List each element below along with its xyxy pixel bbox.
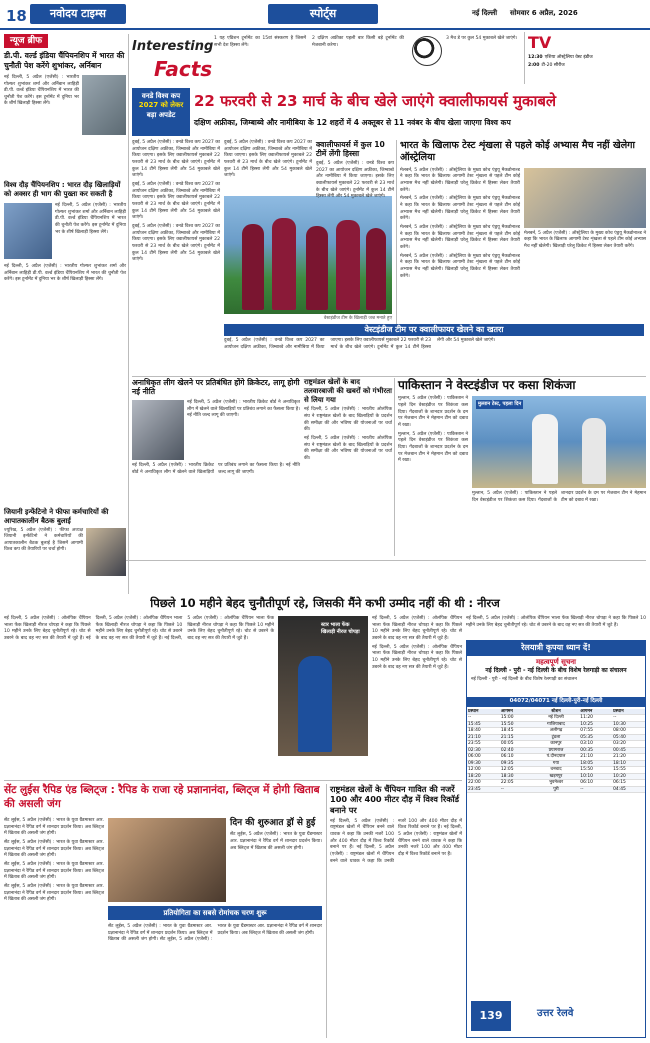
col-header: प्रस्थान: [612, 709, 645, 715]
table-cell: 03:20: [612, 741, 645, 748]
bowler-silhouette: [532, 414, 558, 484]
table-cell: --: [467, 715, 500, 722]
fifa-photo: [86, 528, 126, 576]
table-cell: पं.दीनदयाल: [533, 754, 580, 761]
brief-headline-2: विश्व दौड़ चैंपियनशिप : भारत दौड़ खिलाड़ियों को अक्सर ही भाग की पुख्ता कर सकती है: [4, 180, 121, 198]
lead-subhead: दक्षिण अफ्रीका, जिम्बाब्वे और नामीबिया के 12 शहरों में 4 अक्तूबर से 11 नवंबर के बीच खेला जाएगा विश्व कप: [194, 118, 511, 127]
pak-body: [398, 396, 468, 546]
table-cell: 00:35: [579, 747, 612, 754]
railway-zone: उत्तर रेलवे: [537, 1008, 574, 1019]
fact-1: 1 यह एडिशन टूर्नामेंट का 15वां संस्करण है जिसमें सभी देश हिस्सा लेंगे।: [214, 36, 306, 48]
cwg-body-text: नई दिल्ली, 5 अप्रैल (एजेंसी) : राष्ट्रमंडल खेलों में चैंपियन बनने वाले धावक ने कहा कि उनकी नजरें 100 और 400 मीटर दौड़ में विश्व रिकॉर्ड बनाने पर हैं।: [330, 818, 394, 851]
lead-body-col2: [224, 140, 312, 196]
table-cell: 23:45: [467, 786, 500, 793]
table-cell: 09:30: [467, 760, 500, 767]
brief-body-2: नई दिल्ली, 5 अप्रैल (एजेंसी) : भारतीय गोल्फर शुभांकर शर्मा और अर्निबान लाहिड़ी डी.पी. वर्ल्ड इंडिया चैंपियनशिप में भारत की चुनौती पेश करेंगे। इस टूर्नामेंट में दुनिया भर के शीर्ष खिलाड़ी हिस्सा लेंगे।: [55, 203, 126, 235]
kicker-top: वनडे विश्व कप: [141, 92, 181, 100]
neeraj-body: [4, 616, 274, 776]
table-cell: 09:35: [500, 760, 533, 767]
aus-body-text-2: मेलबर्न, 5 अप्रैल (एजेंसी) : ऑस्ट्रेलिया के मुख्य कोच एंड्रयू मैकडोनाल्ड ने कहा कि भारत के खिलाफ आगामी टेस्ट शृंखला से पहले टीम कोई अभ्यास मैच नहीं खेलेगी। खिलाड़ी घरेलू क्रिकेट में हिस्सा लेकर तैयारी करेंगे।: [400, 196, 520, 222]
athlete-photo: [4, 203, 52, 259]
railway-subtitle: नई दिल्ली - पुरी - नई दिल्ली के बीच विशेष रेलगाड़ी का संचालन: [485, 667, 627, 675]
table-cell: गया: [533, 760, 580, 767]
neeraj-body-text: नई दिल्ली, 5 अप्रैल (एजेंसी) : ओलंपिक चैंपियन भाला फेंक खिलाड़ी नीरज चोपड़ा ने कहा कि पिछले 10 महीने उनके लिए बेहद चुनौतीपूर्ण रहे। चोट से उबरने के बाद वह नए सत्र की तैयारी में जुटे हैं।: [4, 616, 91, 641]
tv-label: TV: [528, 33, 552, 52]
table-cell: 04:45: [612, 786, 645, 793]
col-header: आगमन: [579, 709, 612, 715]
mid-left-story: [132, 378, 300, 556]
table-cell: 18:20: [467, 773, 500, 780]
table-cell: खड़गपुर: [533, 773, 580, 780]
cwg-headline: राष्ट्रमंडल खेलों के चैंपियन गावित की नजरें 100 और 400 मीटर दौड़ में विश्व रिकॉर्ड बनाने पर: [330, 784, 460, 815]
aus-body-col2: मेलबर्न, 5 अप्रैल (एजेंसी) : ऑस्ट्रेलिया के मुख्य कोच एंड्रयू मैकडोनाल्ड ने कहा कि भारत के खिलाफ आगामी टेस्ट शृंखला से पहले टीम कोई अभ्यास मैच नहीं खेलेगी। खिलाड़ी घरेलू क्रिकेट में हिस्सा लेकर तैयारी करेंगे।: [524, 230, 646, 250]
table-cell: 02:40: [500, 747, 533, 754]
cwg-body: [330, 819, 462, 1015]
table-cell: 06:10: [500, 754, 533, 761]
table-cell: 11:20: [579, 715, 612, 722]
neeraj-body-text-5: नई दिल्ली, 5 अप्रैल (एजेंसी) : ओलंपिक चैंपियन भाला फेंक खिलाड़ी नीरज चोपड़ा ने कहा कि पिछले 10 महीने उनके लिए बेहद चुनौतीपूर्ण रहे। चोट से उबरने के बाद वह नए सत्र की तैयारी में जुटे हैं।: [372, 644, 462, 670]
aus-body-text-3: मेलबर्न, 5 अप्रैल (एजेंसी) : ऑस्ट्रेलिया के मुख्य कोच एंड्रयू मैकडोनाल्ड ने कहा कि भारत के खिलाफ आगामी टेस्ट शृंखला से पहले टीम कोई अभ्यास मैच नहीं खेलेगी। खिलाड़ी घरेलू क्रिकेट में हिस्सा लेकर तैयारी करेंगे।: [400, 225, 520, 250]
facts-label-top: Interesting: [132, 39, 214, 54]
railway-ad: [466, 640, 646, 1038]
chess-quote-body: सेंट लुईस, 5 अप्रैल (एजेंसी) : भारत के युवा ग्रैंडमास्टर आर. प्रज्ञानानंदा ने रैपिड वर्ग में शानदार प्रदर्शन किया। अब ब्लिट्ज में खिताब की असली जंग होगी।: [230, 832, 322, 851]
neeraj-body-text-3: नई दिल्ली, 5 अप्रैल (एजेंसी) : ओलंपिक चैंपियन भाला फेंक खिलाड़ी नीरज चोपड़ा ने कहा कि पिछले 10 महीने उनके लिए बेहद चुनौतीपूर्ण रहे। चोट से उबरने के बाद वह नए सत्र की तैयारी में जुटे हैं।: [164, 616, 274, 641]
table-cell: 06:00: [467, 754, 500, 761]
table-cell: 10:25: [579, 721, 612, 728]
player-silhouette-1: [242, 224, 264, 310]
chess-quote-box: [230, 818, 322, 902]
table-cell: --: [612, 715, 645, 722]
neeraj-body-col2: [372, 616, 462, 776]
brief-body-3: नई दिल्ली, 5 अप्रैल (एजेंसी) : भारतीय गोल्फर शुभांकर शर्मा और अर्निबान लाहिड़ी डी.पी. वर्ल्ड इंडिया चैंपियनशिप में भारत की चुनौती पेश करेंगे। इस टूर्नामेंट में दुनिया भर के शीर्ष खिलाड़ी हिस्सा लेंगे।: [4, 264, 126, 283]
table-cell: 03:10: [579, 741, 612, 748]
cwg-body-text-3: नई दिल्ली, 5 अप्रैल (एजेंसी) : राष्ट्रमंडल खेलों में चैंपियन बनने वाले धावक ने कहा कि उनकी नजरें 100 और 400 मीटर दौड़ में विश्व रिकॉर्ड बनाने पर हैं।: [398, 825, 463, 858]
tv-text-2: टी-20 सीरीज: [541, 62, 565, 68]
player-silhouette-2: [272, 218, 296, 310]
table-cell: कानपुर: [533, 741, 580, 748]
neeraj-headline: पिछले 10 महीने बेहद चुनौतीपूर्ण रहे, जिसकी मैंने कभी उम्मीद नहीं की थी : नीरज: [150, 596, 500, 610]
table-cell: 15:00: [500, 715, 533, 722]
table-cell: 06:10: [579, 780, 612, 787]
chess-body: [4, 818, 104, 1038]
lead-kicker: [132, 88, 190, 136]
chess-body-text-4: सेंट लुईस, 5 अप्रैल (एजेंसी) : भारत के युवा ग्रैंडमास्टर आर. प्रज्ञानानंदा ने रैपिड वर्ग में शानदार प्रदर्शन किया। अब ब्लिट्ज में खिताब की असली जंग होगी।: [4, 883, 104, 903]
lead-body-text: दुबई, 5 अप्रैल (एजेंसी) : वनडे विश्व कप 2027 का आयोजन दक्षिण अफ्रीका, जिम्बाब्वे और नामीबिया में किया जाएगा। इसके लिए क्वालीफायर्स मुकाबले 22 फरवरी से 23 मार्च के बीच खेले जाएंगे। टूर्नामेंट में कुल 14 टीमें हिस्सा लेंगी और 54 मुकाबले खेले जाएंगे।: [132, 140, 220, 179]
table-cell: 15:50: [579, 767, 612, 774]
athlete-silhouette: [298, 656, 332, 752]
kicker-bottom: बड़ा अपडेट: [146, 110, 176, 119]
chess-body-text-2: सेंट लुईस, 5 अप्रैल (एजेंसी) : भारत के युवा ग्रैंडमास्टर आर. प्रज्ञानानंदा ने रैपिड वर्ग में शानदार प्रदर्शन किया। अब ब्लिट्ज में खिताब की असली जंग होगी।: [4, 839, 104, 859]
mid-left-body: नई दिल्ली, 5 अप्रैल (एजेंसी) : भारतीय क्रिकेट बोर्ड ने अनाधिकृत लीग में खेलने वाले खिलाड़ियों पर प्रतिबंध लगाने का फैसला किया है। नई नीति जल्द लागू की जाएगी।: [187, 399, 300, 419]
table-cell: --: [579, 786, 612, 793]
table-cell: 21:10: [579, 754, 612, 761]
player-silhouette-4: [336, 220, 360, 310]
batter-silhouette: [582, 418, 606, 484]
football-icon: [412, 36, 442, 66]
neeraj-photo-label: स्टार भाला फेंक खिलाड़ी नीरज चोपड़ा: [321, 622, 360, 635]
table-cell: 15:50: [500, 721, 533, 728]
mid-left-body-text: नई दिल्ली, 5 अप्रैल (एजेंसी) : भारतीय क्रिकेट बोर्ड ने अनाधिकृत लीग में खेलने वाले खिलाड़ियों पर प्रतिबंध लगाने का फैसला किया है। नई नीति जल्द लागू की जाएगी।: [132, 462, 300, 475]
railway-train-no: 04072/04071 नई दिल्ली-पुरी-नई दिल्ली: [467, 697, 645, 706]
table-cell: पुरी: [533, 786, 580, 793]
table-cell: प्रयागराज: [533, 747, 580, 754]
tv-time-1: 12:30: [528, 54, 543, 60]
pak-story: [398, 378, 646, 556]
tv-time-2: 2:00: [528, 62, 540, 68]
lead-strip-text: दुबई, 5 अप्रैल (एजेंसी) : वनडे विश्व कप 2027 का आयोजन दक्षिण अफ्रीका, जिम्बाब्वे और नामीबिया में किया जाएगा। इसके लिए क्वालीफायर्स मुकाबले 22 फरवरी से 23 मार्च के बीच खेले जाएंगे। टूर्नामेंट में कुल 14 टीमें हिस्सा लेंगी और 54 मुकाबले खेले जाएंगे।: [224, 338, 496, 350]
helpline-number: 139: [479, 1009, 503, 1022]
page-number: 18: [6, 7, 27, 25]
fact-2: 2 दक्षिण अफ्रीका पहली बार किसी बड़े टूर्नामेंट की मेजबानी करेगा।: [312, 36, 404, 48]
paper-logo: नवोदय टाइम्स: [30, 4, 126, 24]
section-title: स्पोर्ट्स: [268, 4, 378, 24]
table-cell: 10:30: [612, 721, 645, 728]
table-cell: भुवनेश्वर: [533, 780, 580, 787]
lead-strip: वेस्टइंडीज टीम पर क्वालीफायर खेलने का खतरा: [224, 324, 644, 336]
table-cell: 12:05: [500, 767, 533, 774]
chess-highlight: प्रतियोगिता का सबसे रोमांचक चरण शुरू: [108, 906, 322, 920]
chess-body-text-3: सेंट लुईस, 5 अप्रैल (एजेंसी) : भारत के युवा ग्रैंडमास्टर आर. प्रज्ञानानंदा ने रैपिड वर्ग में शानदार प्रदर्शन किया। अब ब्लिट्ज में खिताब की असली जंग होगी।: [4, 861, 104, 881]
neeraj-body-text-4: नई दिल्ली, 5 अप्रैल (एजेंसी) : ओलंपिक चैंपियन भाला फेंक खिलाड़ी नीरज चोपड़ा ने कहा कि पिछले 10 महीने उनके लिए बेहद चुनौतीपूर्ण रहे। चोट से उबरने के बाद वह नए सत्र की तैयारी में जुटे हैं।: [372, 616, 462, 641]
table-cell: 06:15: [612, 780, 645, 787]
pak-photo-label: मुल्तान टेस्ट, पहला दिन: [478, 401, 522, 408]
table-cell: 15:55: [612, 767, 645, 774]
table-cell: 15:45: [467, 721, 500, 728]
table-cell: 12:00: [467, 767, 500, 774]
col-header: प्रस्थान: [467, 709, 500, 715]
table-cell: 18:10: [612, 760, 645, 767]
mid-left-photo: [132, 400, 184, 460]
table-cell: 00:45: [612, 747, 645, 754]
col-header: स्टेशन: [533, 709, 580, 715]
mid-mid-body: [304, 407, 392, 547]
news-brief: [4, 34, 126, 559]
masthead-city: नई दिल्ली: [472, 9, 498, 17]
col-header: आगमन: [500, 709, 533, 715]
mid-left-headline: अनाधिकृत लीग खेलने पर प्रतिबंधित होंगे क्रिकेटर, लागू होगी नई नीति: [132, 378, 300, 397]
table-cell: 02:30: [467, 747, 500, 754]
pak-body-text: मुल्तान, 5 अप्रैल (एजेंसी) : पाकिस्तान ने पहले दिन वेस्टइंडीज पर शिकंजा कस दिया। गेंदबाजों के शानदार प्रदर्शन के दम पर मेजबान टीम ने मेहमान टीम को दबाव में रखा।: [398, 396, 468, 429]
aus-headline: भारत के खिलाफ टेस्ट शृंखला से पहले कोई अभ्यास मैच नहीं खेलेगा ऑस्ट्रेलिया: [400, 140, 635, 163]
table-cell: अलीगढ़: [533, 728, 580, 735]
helpline-box: [471, 1001, 511, 1031]
tv-text-1: एशिया ऑस्ट्रेलिया वेस्ट इंडीज: [544, 54, 593, 60]
masthead-date: सोमवार 6 अप्रैल, 2026: [510, 9, 578, 17]
chess-headline: सेंट लुईस रैपिड एंड ब्लिट्ज : रैपिड के राजा रहे प्रज्ञानानंदा, ब्लिट्ज में होगी खिताब की असली जंग: [4, 784, 320, 810]
lead-photo-caption: वेस्टइंडीज टीम के खिलाड़ी जश्न मनाते हुए: [323, 316, 392, 321]
cwg-body-text-2: नई दिल्ली, 5 अप्रैल (एजेंसी) : राष्ट्रमंडल खेलों में चैंपियन बनने वाले धावक ने कहा कि उनकी नजरें 100 और 400 मीटर दौड़ में विश्व रिकॉर्ड बनाने पर हैं।: [330, 818, 462, 864]
neeraj-body-text-2: नई दिल्ली, 5 अप्रैल (एजेंसी) : ओलंपिक चैंपियन भाला फेंक खिलाड़ी नीरज चोपड़ा ने कहा कि पिछले 10 महीने उनके लिए बेहद चुनौतीपूर्ण रहे। चोट से उबरने के बाद वह नए सत्र की तैयारी में जुटे हैं।: [85, 616, 183, 641]
chess-body-text: सेंट लुईस, 5 अप्रैल (एजेंसी) : भारत के युवा ग्रैंडमास्टर आर. प्रज्ञानानंदा ने रैपिड वर्ग में शानदार प्रदर्शन किया। अब ब्लिट्ज में खिताब की असली जंग होगी।: [4, 818, 104, 837]
table-cell: टूंडला: [533, 734, 580, 741]
chess-body-text-5: सेंट लुईस, 5 अप्रैल (एजेंसी) : भारत के युवा ग्रैंडमास्टर आर. प्रज्ञानानंदा ने रैपिड वर्ग में शानदार प्रदर्शन किया। अब ब्लिट्ज में खिताब की असली जंग होगी।: [108, 924, 213, 943]
lead-body: [132, 140, 220, 336]
facts-label-bottom: Facts: [154, 57, 213, 81]
lead-headline: 22 फरवरी से 23 मार्च के बीच खेले जाएंगे क्वालीफायर्स मुकाबले: [194, 92, 557, 110]
chess-body-2: [108, 924, 322, 1038]
table-cell: 18:45: [500, 728, 533, 735]
table-cell: गाजियाबाद: [533, 721, 580, 728]
table-cell: 23:55: [467, 741, 500, 748]
golfer-photo: [82, 75, 126, 135]
table-cell: 21:10: [467, 734, 500, 741]
player-silhouette-5: [366, 228, 386, 310]
railway-table: [467, 709, 645, 794]
table-cell: 21:15: [500, 734, 533, 741]
brief-label: न्यूज ब्रीफ: [4, 34, 48, 48]
mid-mid-body-text: नई दिल्ली, 5 अप्रैल (एजेंसी) : भारतीय ओलंपिक संघ ने राष्ट्रमंडल खेलों के बाद खिलाड़ियों के प्रदर्शन की समीक्षा की और भविष्य की योजनाओं पर चर्चा की।: [304, 407, 392, 433]
table-cell: धनबाद: [533, 767, 580, 774]
table-cell: 21:20: [612, 754, 645, 761]
neeraj-body-text-6: नई दिल्ली, 5 अप्रैल (एजेंसी) : ओलंपिक चैंपियन भाला फेंक खिलाड़ी नीरज चोपड़ा ने कहा कि पिछले 10 महीने उनके लिए बेहद चुनौतीपूर्ण रहे। चोट से उबरने के बाद वह नए सत्र की तैयारी में जुटे हैं।: [466, 616, 646, 628]
table-cell: 05:40: [612, 734, 645, 741]
table-cell: 10:20: [612, 773, 645, 780]
table-cell: 07:55: [579, 728, 612, 735]
masthead: [0, 0, 650, 30]
table-cell: 18:05: [579, 760, 612, 767]
table-cell: --: [500, 786, 533, 793]
lead-photo: [224, 196, 392, 314]
chess-photo: [108, 818, 226, 902]
pak-photo: [472, 396, 646, 488]
table-cell: 18:40: [467, 728, 500, 735]
fifa-headline: जियानी इन्फेंटिनो ने फीफा कर्मचारियों की आपातकालीन बैठक बुलाई: [4, 508, 109, 525]
table-cell: 22:05: [500, 780, 533, 787]
chess-body-text-6: सेंट लुईस, 5 अप्रैल (एजेंसी) : भारत के युवा ग्रैंडमास्टर आर. प्रज्ञानानंदा ने रैपिड वर्ग में शानदार प्रदर्शन किया। अब ब्लिट्ज में खिताब की असली जंग होगी।: [159, 924, 322, 943]
aus-body: [400, 168, 520, 328]
aus-body-text-4: मेलबर्न, 5 अप्रैल (एजेंसी) : ऑस्ट्रेलिया के मुख्य कोच एंड्रयू मैकडोनाल्ड ने कहा कि भारत के खिलाफ आगामी टेस्ट शृंखला से पहले टीम कोई अभ्यास मैच नहीं खेलेगी। खिलाड़ी घरेलू क्रिकेट में हिस्सा लेकर तैयारी करेंगे।: [400, 253, 520, 279]
brief-body: नई दिल्ली, 5 अप्रैल (एजेंसी) : भारतीय गोल्फर शुभांकर शर्मा और अर्निबान लाहिड़ी डी.पी. वर्ल्ड इंडिया चैंपियनशिप में भारत की चुनौती पेश करेंगे। इस टूर्नामेंट में दुनिया भर के शीर्ष खिलाड़ी हिस्सा लेंगे।: [4, 74, 79, 107]
pak-headline: पाकिस्तान ने वेस्टइंडीज पर कसा शिकंजा: [398, 378, 576, 392]
table-cell: नई दिल्ली: [533, 715, 580, 722]
neeraj-photo: [278, 616, 368, 756]
neeraj-body-col3: [466, 616, 646, 638]
railway-banner: रेलयात्री कृपया ध्यान दें!: [467, 641, 645, 656]
lead-body-text-2: दुबई, 5 अप्रैल (एजेंसी) : वनडे विश्व कप 2027 का आयोजन दक्षिण अफ्रीका, जिम्बाब्वे और नामीबिया में किया जाएगा। इसके लिए क्वालीफायर्स मुकाबले 22 फरवरी से 23 मार्च के बीच खेले जाएंगे। टूर्नामेंट में कुल 14 टीमें हिस्सा लेंगी और 54 मुकाबले खेले जाएंगे।: [132, 181, 220, 221]
lead-strip-body: [224, 338, 644, 374]
player-silhouette-3: [306, 226, 328, 310]
lead-side-head: क्वालीफायर्स में कुल 10 टीमें लेंगी हिस्सा: [316, 140, 385, 159]
railway-title: महत्वपूर्ण सूचना: [536, 657, 576, 666]
fact-3: 3 मैच डे पर कुल 54 मुकाबले खेले जाएंगे।: [446, 36, 518, 41]
mid-mid-headline: राष्ट्रमंडल खेलों के बाद तलवारबाजी की खबरों को गंभीरता से लिया गया: [304, 378, 392, 404]
fifa-story: [4, 508, 126, 592]
lead-side-body: दुबई, 5 अप्रैल (एजेंसी) : वनडे विश्व कप 2027 का आयोजन दक्षिण अफ्रीका, जिम्बाब्वे और नामीबिया में किया जाएगा। इसके लिए क्वालीफायर्स मुकाबले 22 फरवरी से 23 मार्च के बीच खेले जाएंगे। टूर्नामेंट में कुल 14 टीमें हिस्सा लेंगी और 54 मुकाबले खेले जाएंगे।: [316, 160, 394, 200]
tv-box: [524, 32, 646, 84]
cwg-story: [330, 784, 462, 1038]
mid-mid-story: [304, 378, 392, 556]
lead-body-text-3: दुबई, 5 अप्रैल (एजेंसी) : वनडे विश्व कप 2027 का आयोजन दक्षिण अफ्रीका, जिम्बाब्वे और नामीबिया में किया जाएगा। इसके लिए क्वालीफायर्स मुकाबले 22 फरवरी से 23 मार्च के बीच खेले जाएंगे। टूर्नामेंट में कुल 14 टीमें हिस्सा लेंगी और 54 मुकाबले खेले जाएंगे।: [132, 223, 220, 263]
mid-left-body-2: [132, 463, 300, 563]
mid-mid-body-text-2: नई दिल्ली, 5 अप्रैल (एजेंसी) : भारतीय ओलंपिक संघ ने राष्ट्रमंडल खेलों के बाद खिलाड़ियों के प्रदर्शन की समीक्षा की और भविष्य की योजनाओं पर चर्चा की।: [304, 435, 392, 461]
railway-text: नई दिल्ली - पुरी - नई दिल्ली के बीच विशेष रेलगाड़ी का संचालन: [471, 677, 577, 683]
pak-body-text-2: मुल्तान, 5 अप्रैल (एजेंसी) : पाकिस्तान ने पहले दिन वेस्टइंडीज पर शिकंजा कस दिया। गेंदबाजों के शानदार प्रदर्शन के दम पर मेजबान टीम ने मेहमान टीम को दबाव में रखा।: [398, 431, 468, 464]
table-cell: 18:30: [500, 773, 533, 780]
table-cell: 00:05: [500, 741, 533, 748]
lead-body-text-4: दुबई, 5 अप्रैल (एजेंसी) : वनडे विश्व कप 2027 का आयोजन दक्षिण अफ्रीका, जिम्बाब्वे और नामीबिया में किया जाएगा। इसके लिए क्वालीफायर्स मुकाबले 22 फरवरी से 23 मार्च के बीच खेले जाएंगे। टूर्नामेंट में कुल 14 टीमें हिस्सा लेंगी और 54 मुकाबले खेले जाएंगे।: [224, 140, 312, 179]
aus-body-text: मेलबर्न, 5 अप्रैल (एजेंसी) : ऑस्ट्रेलिया के मुख्य कोच एंड्रयू मैकडोनाल्ड ने कहा कि भारत के खिलाफ आगामी टेस्ट शृंखला से पहले टीम कोई अभ्यास मैच नहीं खेलेगी। खिलाड़ी घरेलू क्रिकेट में हिस्सा लेकर तैयारी करेंगे।: [400, 167, 520, 193]
brief-headline: डी.पी. वर्ल्ड इंडिया चैंपियनशिप में भारत की चुनौती पेश करेंगे शुभांकर, अर्निबान: [4, 51, 125, 70]
table-row: [467, 786, 645, 793]
table-cell: 10:10: [579, 773, 612, 780]
table-cell: 08:00: [612, 728, 645, 735]
fifa-body: ज्यूरिख, 5 अप्रैल (एजेंसी) : फीफा अध्यक्ष जियानी इन्फेंटिनो ने कर्मचारियों की आपातकालीन बैठक बुलाई है जिसमें आगामी विश्व कप की तैयारियों पर चर्चा होगी।: [4, 527, 83, 553]
table-cell: 05:35: [579, 734, 612, 741]
lead-side-box: [316, 140, 394, 200]
aus-story: [400, 140, 646, 336]
chess-quote: दिन की शुरुआत ड्रॉ से हुई: [230, 818, 316, 828]
aus-photo: [524, 168, 646, 228]
facts-box: [132, 32, 520, 84]
table-cell: 22:00: [467, 780, 500, 787]
kicker-mid: 2027 को लेकर: [138, 101, 184, 110]
pak-body-col2: मुल्तान, 5 अप्रैल (एजेंसी) : पाकिस्तान ने पहले दिन वेस्टइंडीज पर शिकंजा कस दिया। गेंदबाजों के शानदार प्रदर्शन के दम पर मेजबान टीम ने मेहमान टीम को दबाव में रखा।: [472, 491, 646, 504]
